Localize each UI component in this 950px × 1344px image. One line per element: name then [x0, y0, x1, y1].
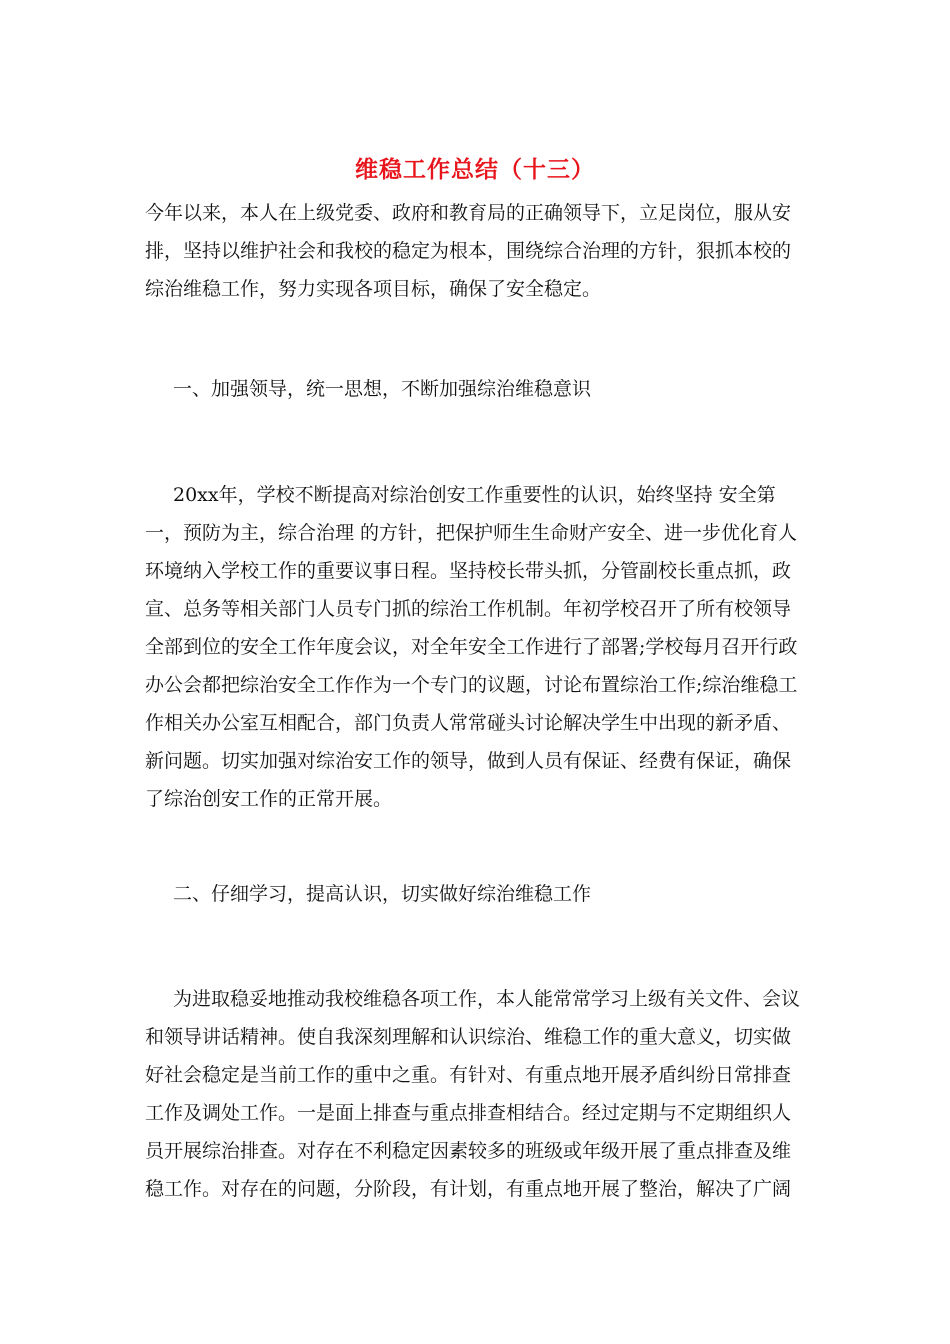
section-heading-1: 一、加强领导，统一思想，不断加强综治维稳意识 [173, 378, 592, 400]
section-heading-2: 二、仔细学习，提高认识，切实做好综治维稳工作 [173, 883, 592, 905]
section-body-1: 20xx年，学校不断提高对综治创安工作重要性的认识，始终坚持 安全第一，预防为主，综合治理 的方针，把保护师生生命财产安全、进一步优化育人环境纳入学校工作的重要议事日程。坚持校长带头抓，分管副校长重点抓，政宣、总务等相关部门人员专门抓的综治工作机制。年初学校召开了所有校领导全部到位的安全工作年度会议，对全年安全工作进行了部署;学校每月召开行政办公会都把综治安全工作作为一个专门的议题，讨论布置综治工作;综治维稳工作相关办公室互相配合，部门负责人常常碰头讨论解决学生中出现的新矛盾、新问题。切实加强对综治安工作的领导，做到人员有保证、经费有保证，确保了综治创安工作的正常开展。 [145, 484, 798, 810]
section-body-2: 为进取稳妥地推动我校维稳各项工作，本人能常常学习上级有关文件、会议和领导讲话精神。使自我深刻理解和认识综治、维稳工作的重大意义，切实做好社会稳定是当前工作的重中之重。有针对、有重点地开展矛盾纠纷日常排查工作及调处工作。一是面上排查与重点排查相结合。经过定期与不定期组织人员开展综治排查。对存在不利稳定因素较多的班级或年级开展了重点排查及维稳工作。对存在的问题，分阶段，有计划，有重点地开展了整治，解决了广阔 [145, 988, 801, 1200]
intro-paragraph: 今年以来，本人在上级党委、政府和教育局的正确领导下，立足岗位，服从安排，坚持以维护社会和我校的稳定为根本，围绕综合治理的方针，狠抓本校的综治维稳工作，努力实现各项目标，确保了安全稳定。 [145, 202, 792, 300]
document-title: 维稳工作总结（十三） [355, 156, 595, 183]
